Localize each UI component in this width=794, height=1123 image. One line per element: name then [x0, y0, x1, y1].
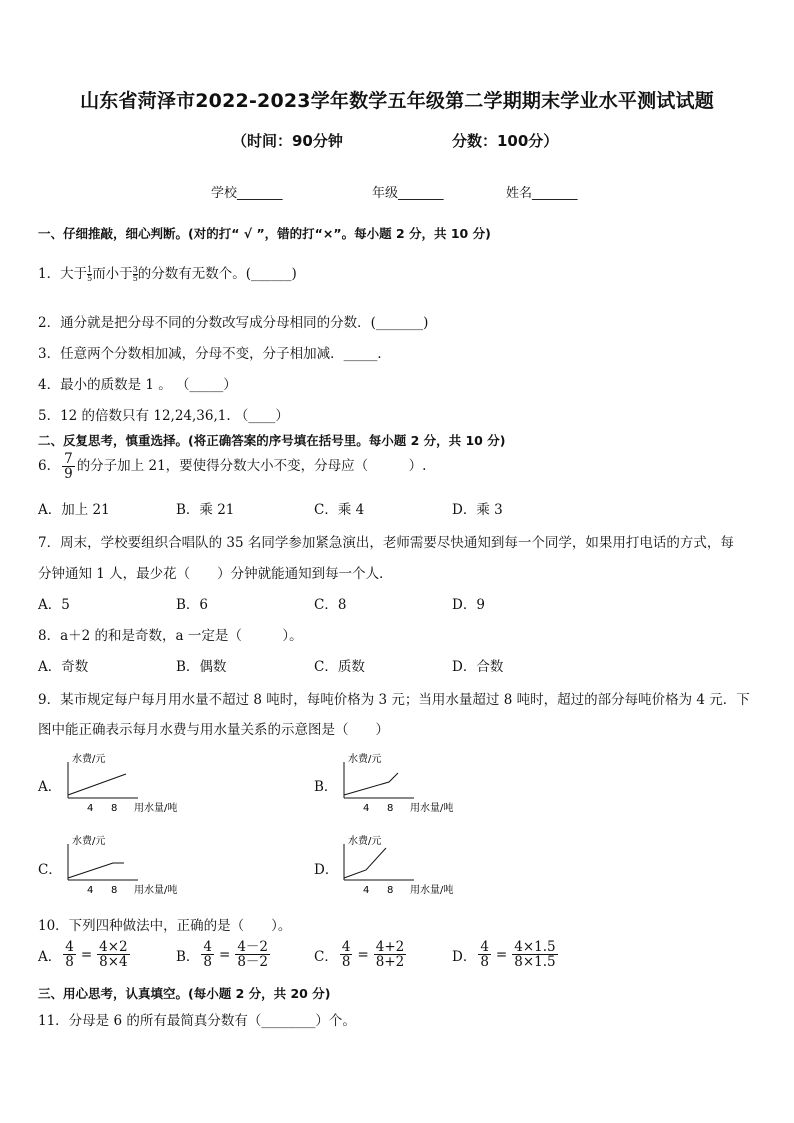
denominator: 8×4 [99, 954, 128, 971]
q10-a-left-fraction [63, 940, 76, 969]
question-9-line-2: 图中能正确表示每月水费与用水量关系的示意图是（ ） [38, 722, 389, 738]
x-axis-label: 用水量/吨 [410, 885, 454, 896]
q1-middle: 而小于 [92, 266, 133, 282]
q1-f1-numerator: 1 [87, 265, 93, 274]
q10-b-label: B． [176, 948, 200, 965]
q10-c-left-fraction [340, 940, 353, 969]
q8-option-c: C．质数 [314, 659, 365, 675]
q9-option-d-label: D． [314, 862, 339, 878]
denominator: 8 [341, 954, 351, 971]
numerator: 4－2 [237, 939, 269, 955]
q10-a-right-fraction [97, 940, 130, 969]
question-7-line-1: 7．周末，学校要组织合唱队的 35 名同学参加紧急演出，老师需要尽快通知到每一个同学，如果用打电话的方式，每 [38, 535, 734, 551]
q6-text: 的分子加上 21，要使得分数大小不变，分母应（ ）. [76, 458, 427, 475]
q6-fraction [62, 452, 75, 481]
denominator: 8×1.5 [514, 954, 556, 971]
q7-option-d: D．9 [452, 597, 485, 613]
numerator: 4 [65, 939, 74, 955]
numerator: 4+2 [375, 939, 405, 955]
equals-sign: = [219, 946, 231, 963]
x-axis-label: 用水量/吨 [410, 803, 454, 814]
q9-graph-b [336, 748, 476, 818]
x-tick-8: 8 [111, 803, 118, 814]
q10-d-right-fraction [512, 940, 557, 969]
question-1 [38, 262, 297, 283]
q10-option-c [314, 940, 408, 969]
q10-c-right-fraction [374, 940, 407, 969]
q1-suffix: 的分数有无数个。(______) [137, 266, 297, 282]
question-8: 8．a＋2 的和是奇数，a 一定是（ ）。 [38, 628, 303, 644]
y-axis-label: 水费/元 [348, 754, 382, 765]
q10-d-left-fraction [478, 940, 491, 969]
q9-graph-c [60, 830, 200, 900]
x-axis-label: 用水量/吨 [134, 885, 178, 896]
denominator: 8 [203, 954, 213, 971]
question-10: 10．下列四种做法中，正确的是（ ）。 [38, 918, 292, 934]
q1-f1-denominator: 5 [87, 274, 93, 283]
q8-option-a: A．奇数 [38, 659, 89, 675]
denominator: 8+2 [375, 954, 405, 971]
denominator: 8 [480, 954, 489, 971]
numerator: 4×1.5 [514, 939, 556, 955]
y-axis-label: 水费/元 [72, 836, 106, 847]
q6-numerator: 7 [64, 451, 73, 467]
equals-sign: = [495, 946, 508, 963]
q10-b-right-fraction [235, 940, 270, 969]
q6-denominator: 9 [64, 466, 73, 483]
question-11: 11．分母是 6 的所有最简真分数有（________）个。 [38, 1013, 356, 1029]
y-axis-label: 水费/元 [72, 754, 106, 765]
q8-option-b: B．偶数 [176, 659, 227, 675]
q8-option-d: D．合数 [452, 659, 504, 675]
numerator: 4 [480, 939, 489, 955]
question-9-line-1: 9．某市规定每户每月用水量不超过 8 吨时，每吨价格为 3 元；当用水量超过 8 吨时，超过的部分每吨价格为 4 元．下 [38, 692, 750, 708]
q9-option-b-label: B． [314, 779, 338, 795]
grade-field: 年级_______ [372, 186, 444, 201]
x-tick-4: 4 [87, 803, 94, 814]
question-4: 4．最小的质数是 1 。 （_____） [38, 377, 237, 393]
q7-option-a: A．5 [38, 597, 70, 613]
cost-line [344, 773, 398, 795]
x-tick-8: 8 [111, 885, 118, 896]
q6-prefix: 6． [38, 458, 61, 475]
q10-d-label: D． [452, 948, 477, 965]
q10-option-b [176, 940, 272, 969]
q1-f2-numerator: 3 [132, 265, 138, 274]
section-2-heading: 二、反复思考，慎重选择。(将正确答案的序号填在括号里。每小题 2 分，共 10 分) [38, 433, 506, 448]
x-axis-label: 用水量/吨 [134, 803, 178, 814]
q10-b-left-fraction [201, 940, 214, 969]
x-tick-8: 8 [387, 885, 394, 896]
q6-option-b: B．乘 21 [176, 502, 235, 518]
numerator: 4 [203, 939, 213, 955]
q9-graph-a [60, 748, 200, 818]
question-2: 2．通分就是把分母不同的分数改写成分母相同的分数．(_______) [38, 315, 429, 331]
section-1-heading: 一、仔细推敲，细心判断。(对的打“ √ ”，错的打“×”。每小题 2 分，共 10 分) [38, 226, 491, 241]
q10-option-d [452, 940, 560, 969]
exam-score: 分数：100分） [452, 132, 559, 150]
name-field: 姓名_______ [506, 186, 578, 201]
cost-line [68, 863, 124, 878]
q9-option-c-label: C． [38, 862, 62, 878]
equals-sign: = [80, 946, 93, 963]
exam-time: （时间：90分钟 [232, 132, 343, 150]
q1-prefix: 1．大于 [38, 266, 88, 282]
question-5: 5．12 的倍数只有 12,24,36,1. （____） [38, 408, 289, 424]
school-field: 学校_______ [211, 186, 283, 201]
numerator: 4 [341, 939, 351, 955]
q7-option-b: B．6 [176, 597, 209, 613]
q1-f2-denominator: 5 [132, 274, 138, 283]
denominator: 8 [65, 954, 74, 971]
numerator: 4×2 [99, 939, 128, 955]
cost-line [344, 848, 386, 878]
equals-sign: = [357, 946, 369, 963]
q6-option-c: C．乘 4 [314, 502, 365, 518]
q9-graph-d [336, 830, 476, 900]
q10-option-a [38, 940, 132, 969]
q7-option-c: C．8 [314, 597, 347, 613]
question-6 [38, 452, 426, 481]
x-tick-4: 4 [363, 803, 370, 814]
q9-option-a-label: A． [38, 779, 62, 795]
q6-option-d: D．乘 3 [452, 502, 503, 518]
y-axis-label: 水费/元 [348, 836, 382, 847]
q10-a-label: A． [38, 948, 62, 965]
denominator: 8－2 [237, 954, 269, 971]
section-3-heading: 三、用心思考，认真填空。(每小题 2 分，共 20 分) [38, 986, 331, 1001]
q6-option-a: A．加上 21 [38, 502, 110, 518]
page-title: 山东省菏泽市2022-2023学年数学五年级第二学期期末学业水平测试试题 [80, 90, 714, 112]
question-7-line-2: 分钟通知 1 人，最少花（ ）分钟就能通知到每一个人． [38, 566, 393, 582]
x-tick-4: 4 [87, 885, 94, 896]
q10-c-label: C． [314, 948, 338, 965]
x-tick-8: 8 [387, 803, 394, 814]
x-tick-4: 4 [363, 885, 370, 896]
question-3: 3．任意两个分数相加减，分母不变，分子相加减．_____． [38, 346, 391, 362]
cost-line [68, 774, 126, 795]
